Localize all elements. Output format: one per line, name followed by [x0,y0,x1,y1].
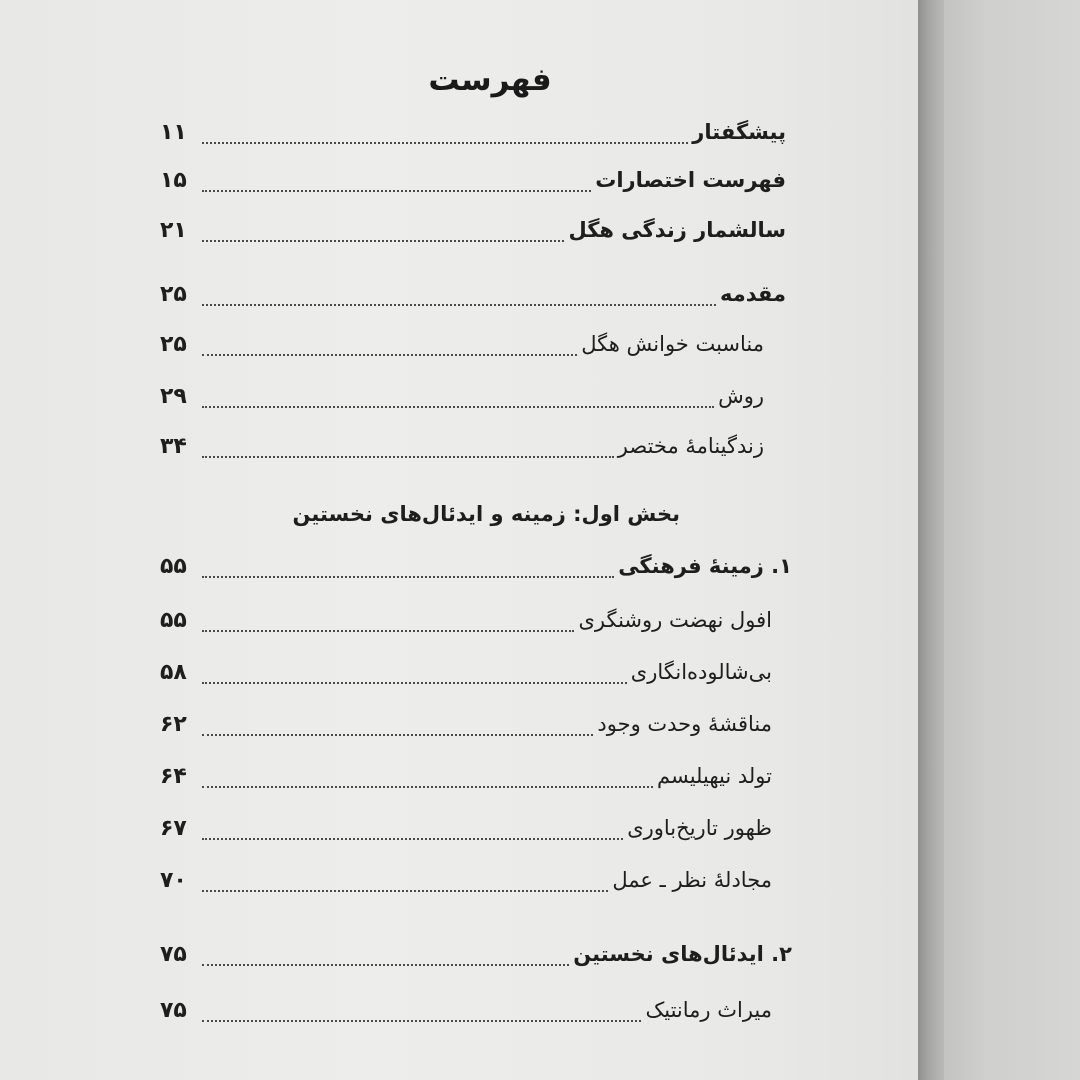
toc-entry-page: ۶۷ [160,816,187,841]
dot-leader [202,1020,641,1022]
toc-entry-page: ۵۵ [160,554,187,579]
toc-entry-label: ظهور تاریخ‌باوری [627,816,772,840]
toc-entry [160,274,786,314]
toc-entry [160,860,772,900]
toc-entry-label: روش [718,384,764,408]
toc-entry-page: ۵۸ [160,660,187,685]
adjacent-page [944,0,1080,1080]
dot-leader [202,142,688,144]
dot-leader [202,190,591,192]
toc-entry-page: ۵۵ [160,608,187,633]
toc-entry-label: بی‌شالوده‌انگاری [630,660,772,684]
toc-entry-page: ۱۱ [160,120,187,145]
toc-entry-label: ۲. ایدئال‌های نخستین [573,942,792,966]
dot-leader [202,734,593,736]
toc-entry-label: تولد نیهیلیسم [657,764,772,788]
toc-entry [160,600,772,640]
toc-entry-page: ۶۴ [160,764,187,789]
toc-title: فهرست [428,62,552,98]
dot-leader [202,240,564,242]
toc-entry-label: ۱. زمینهٔ فرهنگی [618,554,792,578]
toc-entry-page: ۷۵ [160,998,187,1023]
toc-entry-label: مجادلهٔ نظر ـ عمل [612,868,772,892]
dot-leader [202,406,714,408]
dot-leader [202,354,577,356]
dot-leader [202,964,569,966]
toc-entry-page: ۲۱ [160,218,187,243]
toc-entry-page: ۲۵ [160,282,187,307]
toc-entry-label: مناسبت خوانش هگل [581,332,764,356]
toc-entry-page: ۷۰ [160,868,187,893]
toc-entry [160,808,772,848]
toc-entry-page: ۶۲ [160,712,187,737]
toc-entry [160,324,764,364]
toc-entry [160,112,786,152]
dot-leader [202,786,653,788]
toc-entry-label: میراث رمانتیک [645,998,772,1022]
dot-leader [202,838,623,840]
toc-entry-label: پیشگفتار [692,120,786,144]
dot-leader [202,682,627,684]
toc-entry [160,756,772,796]
toc-entry [160,934,792,974]
toc-entry [160,376,764,416]
toc-entry-page: ۷۵ [160,942,187,967]
toc-entry-label: مقدمه [720,282,786,306]
toc-entry-label: سالشمار زندگی هگل [568,218,786,242]
dot-leader [202,456,614,458]
dot-leader [202,304,716,306]
toc-entry [160,652,772,692]
toc-entry-label: مناقشهٔ وحدت وجود [597,712,772,736]
dot-leader [202,576,614,578]
toc-entry-label: زندگینامهٔ مختصر [617,434,764,458]
toc-entry [160,546,792,586]
toc-entry-page: ۱۵ [160,168,187,193]
toc-entry [160,704,772,744]
toc-entry [160,210,786,250]
dot-leader [202,890,608,892]
toc-entry [160,990,772,1030]
dot-leader [202,630,574,632]
toc-entry-label: افول نهضت روشنگری [578,608,772,632]
toc-entry [160,426,764,466]
toc-entry-label: فهرست اختصارات [595,168,786,192]
toc-entry-page: ۳۴ [160,434,187,459]
toc-entry [160,160,786,200]
toc-entry-page: ۲۹ [160,384,187,409]
section-heading: بخش اول: زمینه و ایدئال‌های نخستین [292,502,680,526]
page-edge-shadow [918,0,944,1080]
toc-entry-page: ۲۵ [160,332,187,357]
